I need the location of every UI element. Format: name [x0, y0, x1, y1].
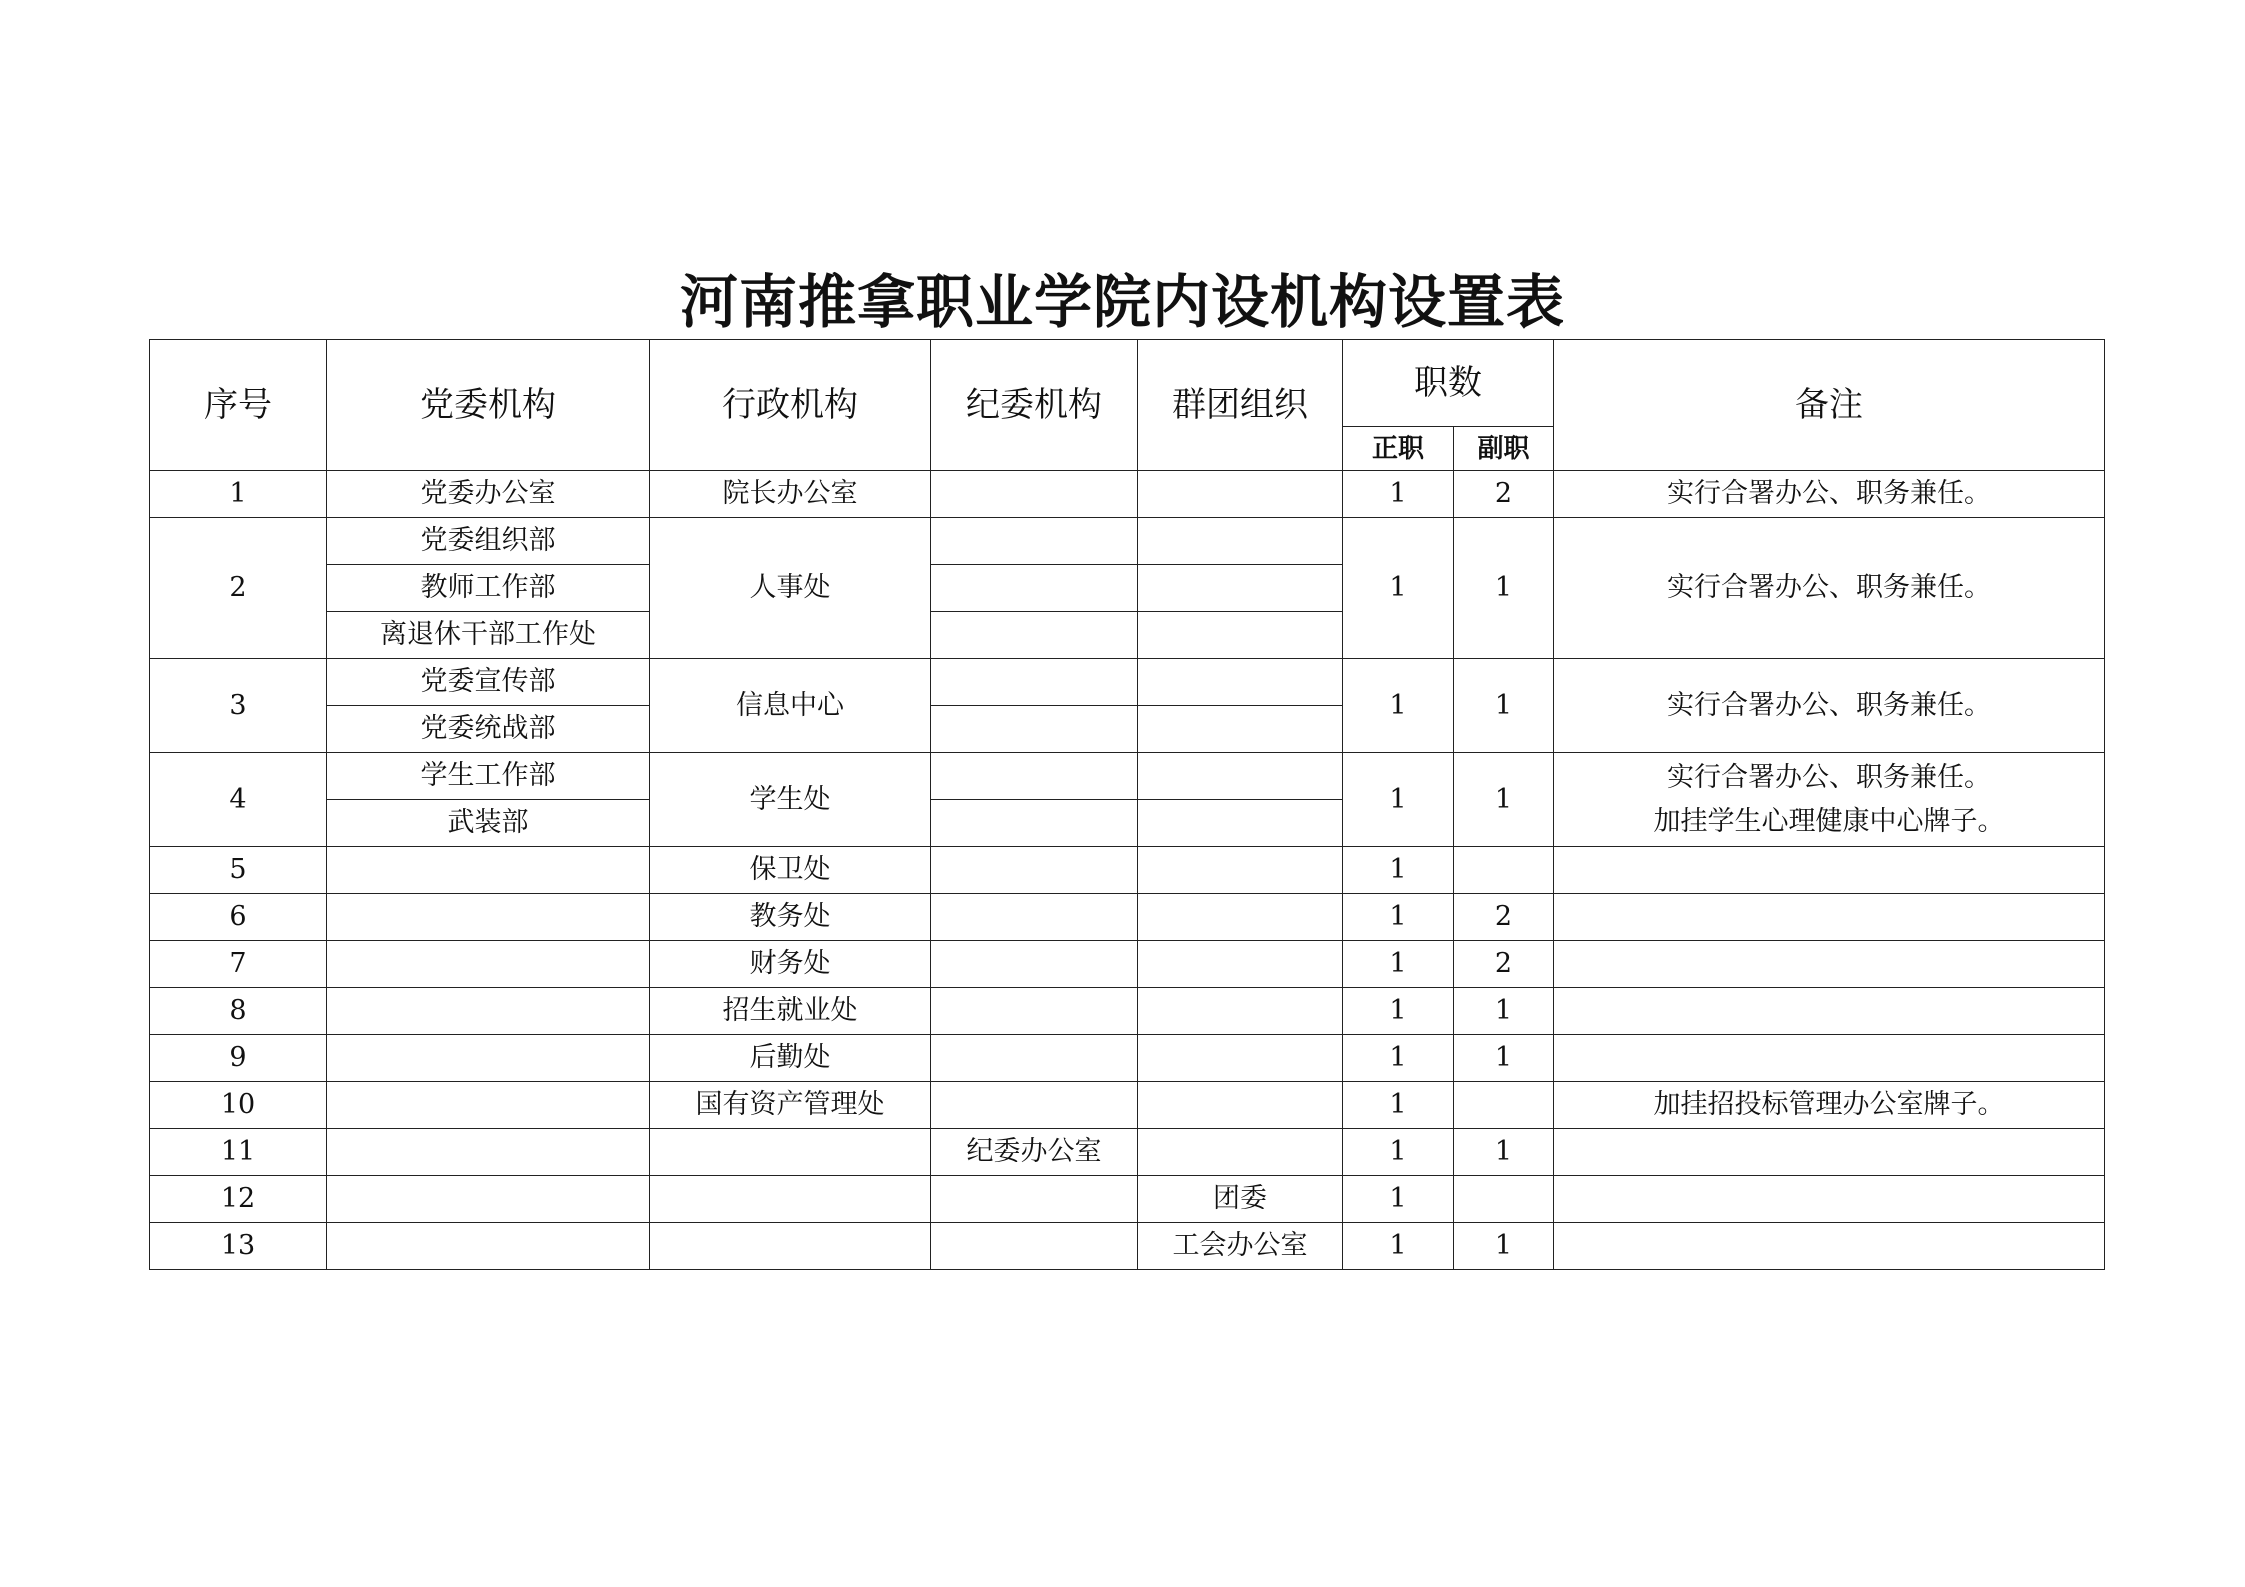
table-row — [150, 1223, 2105, 1270]
cell-notes — [1554, 941, 2105, 988]
cell-seq: 5 — [150, 847, 327, 894]
cell-seq: 4 — [150, 753, 327, 847]
cell-seq: 2 — [150, 518, 327, 659]
cell-seq: 3 — [150, 659, 327, 753]
note-line: 实行合署办公、职务兼任。 — [1667, 689, 1991, 721]
cell-party — [327, 1223, 650, 1270]
cell-chief: 1 — [1343, 894, 1454, 941]
cell-discipline — [931, 894, 1138, 941]
cell-notes — [1554, 1129, 2105, 1176]
cell-discipline — [931, 1176, 1138, 1223]
cell-discipline — [931, 659, 1138, 706]
cell-chief: 1 — [1343, 1035, 1454, 1082]
cell-discipline — [931, 988, 1138, 1035]
table-row — [150, 1082, 2105, 1129]
cell-mass — [1138, 847, 1343, 894]
page-title: 河南推拿职业学院内设机构设置表 — [679, 268, 1565, 336]
cell-mass: 团委 — [1138, 1176, 1343, 1223]
cell-mass — [1138, 753, 1343, 800]
table-row — [150, 471, 2105, 518]
cell-mass — [1138, 471, 1343, 518]
cell-chief: 1 — [1343, 941, 1454, 988]
cell-notes — [1554, 894, 2105, 941]
table-row — [150, 518, 2105, 565]
cell-chief: 1 — [1343, 753, 1454, 847]
cell-deputy: 1 — [1454, 988, 1554, 1035]
cell-seq: 7 — [150, 941, 327, 988]
cell-chief: 1 — [1343, 518, 1454, 659]
cell-party: 离退休干部工作处 — [327, 612, 650, 659]
cell-chief: 1 — [1343, 1223, 1454, 1270]
cell-notes — [1554, 847, 2105, 894]
cell-notes — [1554, 1035, 2105, 1082]
cell-deputy — [1454, 1176, 1554, 1223]
cell-deputy: 1 — [1454, 1129, 1554, 1176]
cell-discipline — [931, 612, 1138, 659]
cell-party: 教师工作部 — [327, 565, 650, 612]
cell-admin: 保卫处 — [650, 847, 931, 894]
header-mass: 群团组织 — [1138, 340, 1343, 471]
cell-party: 党委办公室 — [327, 471, 650, 518]
cell-mass — [1138, 894, 1343, 941]
note-line: 加挂招投标管理办公室牌子。 — [1653, 1089, 2005, 1120]
cell-admin — [650, 1176, 931, 1223]
cell-seq: 11 — [150, 1129, 327, 1176]
cell-notes — [1554, 753, 2105, 847]
cell-mass — [1138, 1082, 1343, 1129]
cell-deputy — [1454, 847, 1554, 894]
cell-deputy: 2 — [1454, 894, 1554, 941]
cell-seq: 1 — [150, 471, 327, 518]
cell-discipline — [931, 706, 1138, 753]
cell-chief: 1 — [1343, 1176, 1454, 1223]
cell-notes — [1554, 988, 2105, 1035]
table-row — [150, 1035, 2105, 1082]
cell-deputy: 2 — [1454, 471, 1554, 518]
cell-party: 学生工作部 — [327, 753, 650, 800]
cell-admin — [650, 1223, 931, 1270]
table-row — [150, 894, 2105, 941]
header-admin: 行政机构 — [650, 340, 931, 471]
cell-admin: 院长办公室 — [650, 471, 931, 518]
cell-discipline — [931, 471, 1138, 518]
cell-admin: 学生处 — [650, 753, 931, 847]
cell-chief: 1 — [1343, 1129, 1454, 1176]
cell-seq: 9 — [150, 1035, 327, 1082]
cell-discipline — [931, 1223, 1138, 1270]
cell-party — [327, 988, 650, 1035]
header-discipline: 纪委机构 — [931, 340, 1138, 471]
cell-party — [327, 847, 650, 894]
note-line: 实行合署办公、职务兼任。 — [1667, 761, 1991, 793]
cell-discipline — [931, 518, 1138, 565]
cell-notes — [1554, 518, 2105, 659]
cell-party — [327, 1082, 650, 1129]
note-line: 实行合署办公、职务兼任。 — [1667, 572, 1991, 603]
cell-mass — [1138, 988, 1343, 1035]
cell-mass — [1138, 612, 1343, 659]
table-header — [150, 340, 2105, 471]
table-row — [150, 1129, 2105, 1176]
cell-mass — [1138, 565, 1343, 612]
table-row — [150, 847, 2105, 894]
table-row — [150, 941, 2105, 988]
cell-party — [327, 894, 650, 941]
cell-deputy: 1 — [1454, 1035, 1554, 1082]
cell-party — [327, 1176, 650, 1223]
cell-mass — [1138, 1035, 1343, 1082]
cell-seq: 6 — [150, 894, 327, 941]
cell-chief: 1 — [1343, 471, 1454, 518]
cell-discipline — [931, 1082, 1138, 1129]
cell-admin: 教务处 — [650, 894, 931, 941]
cell-discipline — [931, 800, 1138, 847]
cell-discipline — [931, 941, 1138, 988]
cell-admin: 财务处 — [650, 941, 931, 988]
cell-discipline — [931, 1035, 1138, 1082]
cell-admin: 后勤处 — [650, 1035, 931, 1082]
cell-chief: 1 — [1343, 659, 1454, 753]
cell-deputy — [1454, 1082, 1554, 1129]
note-line: 加挂学生心理健康中心牌子。 — [1653, 805, 2005, 837]
cell-party — [327, 1035, 650, 1082]
cell-deputy: 2 — [1454, 941, 1554, 988]
cell-mass — [1138, 1129, 1343, 1176]
org-structure-table — [149, 339, 2105, 1270]
cell-mass — [1138, 706, 1343, 753]
cell-party: 党委宣传部 — [327, 659, 650, 706]
cell-seq: 13 — [150, 1223, 327, 1270]
cell-notes — [1554, 1223, 2105, 1270]
cell-party: 党委组织部 — [327, 518, 650, 565]
header-positions: 职数 — [1343, 340, 1554, 427]
cell-deputy: 1 — [1454, 659, 1554, 753]
cell-admin: 人事处 — [650, 518, 931, 659]
table-body — [150, 471, 2105, 1270]
header-chief: 正职 — [1343, 427, 1454, 471]
cell-admin: 信息中心 — [650, 659, 931, 753]
cell-party: 党委统战部 — [327, 706, 650, 753]
cell-notes — [1554, 471, 2105, 518]
cell-party — [327, 1129, 650, 1176]
header-seq: 序号 — [150, 340, 327, 471]
cell-chief: 1 — [1343, 847, 1454, 894]
cell-discipline — [931, 565, 1138, 612]
cell-deputy: 1 — [1454, 518, 1554, 659]
cell-party: 武装部 — [327, 800, 650, 847]
cell-admin: 招生就业处 — [650, 988, 931, 1035]
cell-party — [327, 941, 650, 988]
header-deputy: 副职 — [1454, 427, 1554, 471]
cell-mass: 工会办公室 — [1138, 1223, 1343, 1270]
cell-deputy: 1 — [1454, 1223, 1554, 1270]
cell-deputy: 1 — [1454, 753, 1554, 847]
header-notes: 备注 — [1554, 340, 2105, 471]
cell-discipline — [931, 847, 1138, 894]
header-party: 党委机构 — [327, 340, 650, 471]
cell-chief: 1 — [1343, 988, 1454, 1035]
cell-mass — [1138, 800, 1343, 847]
table-row — [150, 988, 2105, 1035]
cell-mass — [1138, 659, 1343, 706]
cell-chief: 1 — [1343, 1082, 1454, 1129]
cell-admin: 国有资产管理处 — [650, 1082, 931, 1129]
table-row — [150, 753, 2105, 800]
cell-seq: 10 — [150, 1082, 327, 1129]
cell-notes — [1554, 659, 2105, 753]
cell-discipline: 纪委办公室 — [931, 1129, 1138, 1176]
note-line: 实行合署办公、职务兼任。 — [1667, 478, 1991, 509]
cell-discipline — [931, 753, 1138, 800]
cell-notes — [1554, 1082, 2105, 1129]
table-row — [150, 659, 2105, 706]
cell-mass — [1138, 518, 1343, 565]
table-row — [150, 1176, 2105, 1223]
cell-mass — [1138, 941, 1343, 988]
cell-admin — [650, 1129, 931, 1176]
cell-notes — [1554, 1176, 2105, 1223]
cell-seq: 8 — [150, 988, 327, 1035]
cell-seq: 12 — [150, 1176, 327, 1223]
